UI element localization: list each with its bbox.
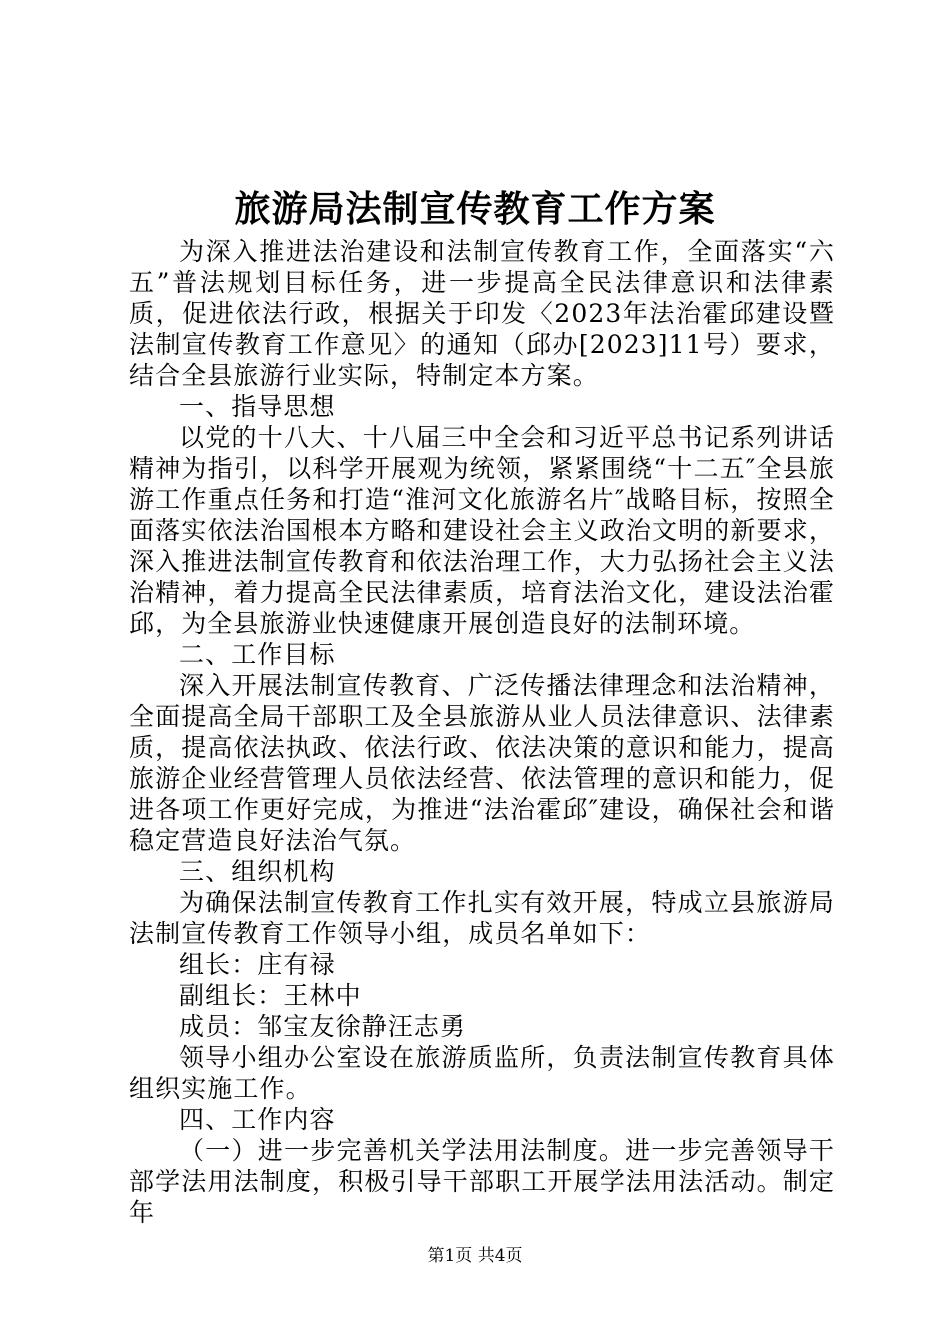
work-content-paragraph: （一）进一步完善机关学法用法制度。进一步完善领导干部学法用法制度，积极引导干部职工开展学法用法活动。制定年 [129,1136,835,1227]
members-line: 成员：邹宝友徐静汪志勇 [179,1012,467,1041]
document-body [129,236,835,1228]
section-heading-guiding-ideology: 一、指导思想 [179,392,336,421]
deputy-leader-line: 副组长：王林中 [179,981,362,1010]
page-number: 第1页 共4页 [427,1246,523,1266]
organization-paragraph: 为确保法制宣传教育工作扎实有效开展，特成立县旅游局法制宣传教育工作领导小组，成员名单如下： [129,888,835,948]
section-heading-work-content: 四、工作内容 [179,1105,336,1134]
intro-paragraph: 为深入推进法治建设和法制宣传教育工作，全面落实“六五”普法规划目标任务，进一步提高全民法律意识和法律素质，促进依法行政，根据关于印发〈2023年法治霍邱建设暨法制宣传教育工作意见〉的通知（邱办[2023]11号）要求，结合全县旅游行业实际，特制定本方案。 [129,237,835,390]
office-paragraph: 领导小组办公室设在旅游质监所，负责法制宣传教育具体组织实施工作。 [129,1043,835,1103]
section-heading-work-goals: 二、工作目标 [179,640,336,669]
guiding-ideology-paragraph: 以党的十八大、十八届三中全会和习近平总书记系列讲话精神为指引，以科学开展观为统领，紧紧围绕“十二五″全县旅游工作重点任务和打造“淮河文化旅游名片″战略目标，按照全面落实依法治国根本方略和建设社会主义政治文明的新要求，深入推进法制宣传教育和依法治理工作，大力弘扬社会主义法治精神，着力提高全民法律素质，培育法治文化，建设法治霍邱，为全县旅游业快速健康开展创造良好的法制环境。 [129,423,835,638]
work-goals-paragraph: 深入开展法制宣传教育、广泛传播法律理念和法治精神，全面提高全局干部职工及全县旅游从业人员法律意识、法律素质，提高依法执政、依法行政、依法决策的意识和能力，提高旅游企业经营管理人员依法经营、依法管理的意识和能力，促进各项工作更好完成，为推进“法治霍邱″建设，确保社会和谐稳定营造良好法治气氛。 [129,671,835,855]
group-leader-line: 组长：庄有禄 [179,950,336,979]
section-heading-organization: 三、组织机构 [179,857,336,886]
document-title: 旅游局法制宣传教育工作方案 [234,188,716,230]
